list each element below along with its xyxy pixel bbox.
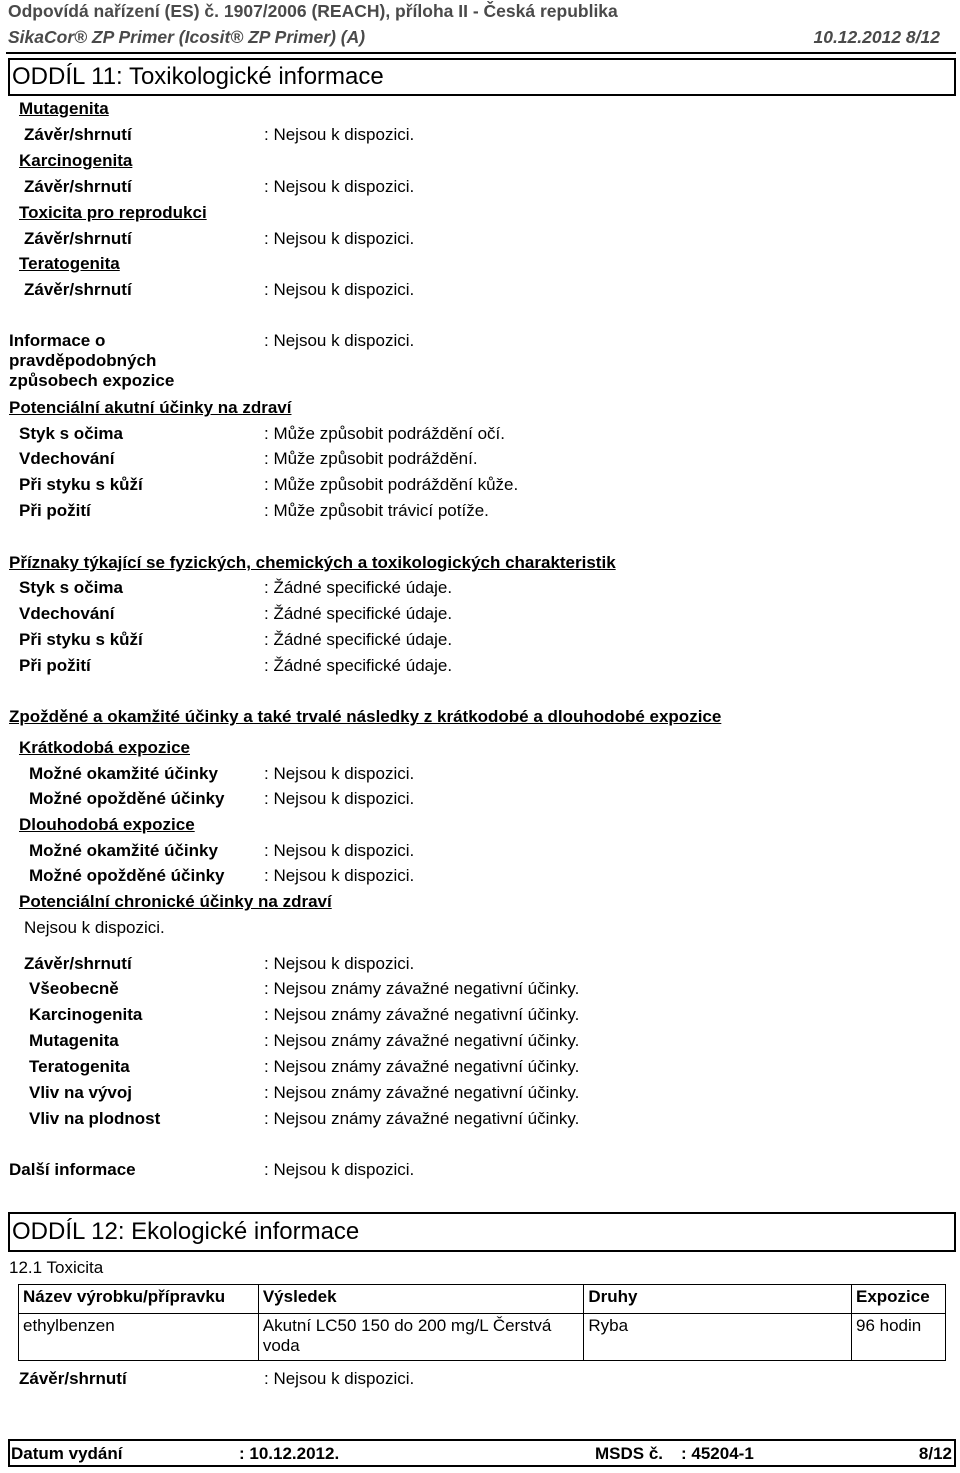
acute-skin-label: Při styku s kůží — [19, 475, 143, 494]
issued-value: : 10.12.2012. — [239, 1444, 340, 1463]
acute-effects-heading: Potenciální akutní účinky na zdraví — [9, 398, 292, 417]
exposure-routes-label-3: způsobech expozice — [9, 371, 175, 390]
product-name: SikaCor® ZP Primer (Icosit® ZP Primer) (A) — [8, 27, 366, 47]
more-info-label: Další informace — [9, 1160, 136, 1179]
symptoms-inhalation-label: Vdechování — [19, 604, 115, 623]
toxicity-table-header — [19, 1285, 946, 1314]
msds-label: MSDS č. — [595, 1444, 664, 1463]
issued-label: Datum vydání — [11, 1444, 123, 1463]
eco-summary-label: Závěr/shrnutí — [19, 1369, 127, 1388]
chronic-development-value: : Nejsou známy závažné negativní účinky. — [264, 1083, 580, 1102]
page-number: 8/12 — [918, 1444, 952, 1463]
teratogenicity-heading: Teratogenita — [19, 254, 120, 273]
teratogenicity-summary-label: Závěr/shrnutí — [24, 280, 132, 299]
chronic-teratogenicity-label: Teratogenita — [29, 1057, 130, 1076]
symptoms-ingestion-value: : Žádné specifické údaje. — [264, 656, 453, 675]
short-delayed-label: Možné opožděné účinky — [29, 789, 225, 808]
symptoms-heading: Příznaky týkající se fyzických, chemických a toxikologických charakteristik — [9, 553, 616, 572]
chronic-general-label: Všeobecně — [29, 979, 119, 998]
short-immediate-value: : Nejsou k dispozici. — [264, 764, 415, 783]
toxicity-table — [18, 1284, 946, 1361]
chronic-fertility-label: Vliv na plodnost — [29, 1109, 161, 1128]
section-11-title: ODDÍL 11: Toxikologické informace — [12, 63, 384, 90]
section-12-title: ODDÍL 12: Ekologické informace — [12, 1218, 360, 1245]
cell-product: ethylbenzen — [19, 1314, 259, 1361]
acute-ingestion-value: : Může způsobit trávicí potíže. — [264, 501, 489, 520]
long-immediate-value: : Nejsou k dispozici. — [264, 841, 415, 860]
symptoms-skin-label: Při styku s kůží — [19, 630, 143, 649]
col-exposure: Expozice — [852, 1285, 946, 1314]
col-result: Výsledek — [258, 1285, 584, 1314]
short-immediate-label: Možné okamžité účinky — [29, 764, 218, 783]
header-divider — [6, 52, 956, 54]
cell-result: Akutní LC50 150 do 200 mg/L Čerstvá voda — [258, 1314, 584, 1361]
long-immediate-label: Možné okamžité účinky — [29, 841, 218, 860]
msds-value: : 45204-1 — [681, 1444, 754, 1463]
symptoms-eyes-label: Styk s očima — [19, 578, 123, 597]
symptoms-skin-value: : Žádné specifické údaje. — [264, 630, 453, 649]
acute-inhalation-value: : Může způsobit podráždění. — [264, 449, 478, 468]
cell-species: Ryba — [584, 1314, 852, 1361]
reproductive-summary-value: : Nejsou k dispozici. — [264, 229, 415, 248]
symptoms-inhalation-value: : Žádné specifické údaje. — [264, 604, 453, 623]
exposure-routes-label-1: Informace o — [9, 331, 106, 350]
col-product-name: Název výrobku/přípravku — [19, 1285, 259, 1314]
chronic-carcinogenicity-label: Karcinogenita — [29, 1005, 143, 1024]
chronic-development-label: Vliv na vývoj — [29, 1083, 132, 1102]
footer-box — [8, 1439, 956, 1467]
chronic-mutagenicity-label: Mutagenita — [29, 1031, 119, 1050]
short-term-heading: Krátkodobá expozice — [19, 738, 190, 757]
acute-ingestion-label: Při požití — [19, 501, 91, 520]
table-row — [19, 1314, 946, 1361]
chronic-mutagenicity-value: : Nejsou známy závažné negativní účinky. — [264, 1031, 580, 1050]
acute-eyes-value: : Může způsobit podráždění očí. — [264, 424, 505, 443]
chronic-summary-value: : Nejsou k dispozici. — [264, 954, 415, 973]
long-delayed-value: : Nejsou k dispozici. — [264, 866, 415, 885]
chronic-effects-heading: Potenciální chronické účinky na zdraví — [19, 892, 332, 911]
long-delayed-label: Možné opožděné účinky — [29, 866, 225, 885]
eco-summary-value: : Nejsou k dispozici. — [264, 1369, 415, 1388]
reproductive-summary-label: Závěr/shrnutí — [24, 229, 132, 248]
acute-skin-value: : Může způsobit podráždění kůže. — [264, 475, 519, 494]
product-header — [8, 27, 952, 49]
regulation-header: Odpovídá nařízení (ES) č. 1907/2006 (REACH), příloha II - Česká republika — [8, 1, 618, 21]
acute-eyes-label: Styk s očima — [19, 424, 123, 443]
chronic-effects-value: Nejsou k dispozici. — [24, 918, 165, 937]
carcinogenicity-summary-value: : Nejsou k dispozici. — [264, 177, 415, 196]
short-delayed-value: : Nejsou k dispozici. — [264, 789, 415, 808]
delayed-effects-heading: Zpožděné a okamžité účinky a také trvalé následky z krátkodobé a dlouhodobé expozice — [9, 707, 722, 726]
symptoms-eyes-value: : Žádné specifické údaje. — [264, 578, 453, 597]
chronic-general-value: : Nejsou známy závažné negativní účinky. — [264, 979, 580, 998]
long-term-heading: Dlouhodobá expozice — [19, 815, 195, 834]
acute-inhalation-label: Vdechování — [19, 449, 115, 468]
chronic-summary-label: Závěr/shrnutí — [24, 954, 132, 973]
col-species: Druhy — [584, 1285, 852, 1314]
teratogenicity-summary-value: : Nejsou k dispozici. — [264, 280, 415, 299]
mutagenicity-summary-label: Závěr/shrnutí — [24, 125, 132, 144]
mutagenicity-summary-value: : Nejsou k dispozici. — [264, 125, 415, 144]
date-page: 10.12.2012 8/12 — [813, 27, 940, 47]
exposure-routes-label-2: pravděpodobných — [9, 351, 157, 370]
carcinogenicity-heading: Karcinogenita — [19, 151, 133, 170]
more-info-value: : Nejsou k dispozici. — [264, 1160, 415, 1179]
exposure-routes-value: : Nejsou k dispozici. — [264, 331, 415, 350]
toxicity-subheading: 12.1 Toxicita — [9, 1258, 104, 1277]
reproductive-toxicity-heading: Toxicita pro reprodukci — [19, 203, 207, 222]
mutagenicity-heading: Mutagenita — [19, 99, 109, 118]
chronic-carcinogenicity-value: : Nejsou známy závažné negativní účinky. — [264, 1005, 580, 1024]
chronic-fertility-value: : Nejsou známy závažné negativní účinky. — [264, 1109, 580, 1128]
cell-exposure: 96 hodin — [852, 1314, 946, 1361]
symptoms-ingestion-label: Při požití — [19, 656, 91, 675]
chronic-teratogenicity-value: : Nejsou známy závažné negativní účinky. — [264, 1057, 580, 1076]
carcinogenicity-summary-label: Závěr/shrnutí — [24, 177, 132, 196]
